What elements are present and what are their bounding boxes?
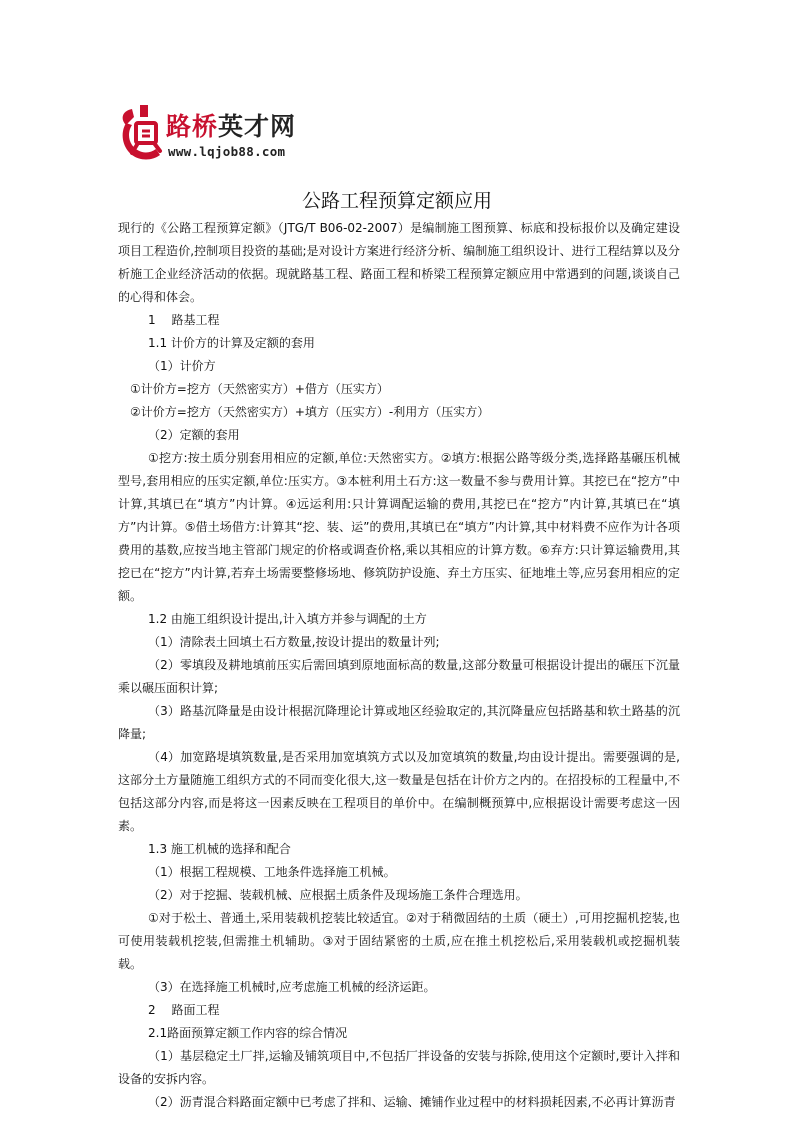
logo-url[interactable]: www.lqjob88.com	[168, 144, 286, 159]
paragraph: （3）路基沉降量是由设计根据沉降理论计算或地区经验取定的,其沉降量应包括路基和软土路基的沉降量;	[118, 704, 680, 741]
paragraph: （1）计价方	[148, 359, 216, 373]
paragraph: （4）加宽路堤填筑数量,是否采用加宽填筑方式以及加宽填筑的数量,均由设计提出。需要强调的是,这部分土方量随施工组织方式的不同而变化很大,这一数量是包括在计价方之内的。在招投标的工程量中,不包括这部分内容,而是将这一因素反映在工程项目的单价中。在编制概预算中,应根据设计需要考虑这一因素。	[118, 750, 680, 833]
paragraph: ②计价方=挖方（天然密实方）+填方（压实方）-利用方（压实方）	[130, 405, 490, 419]
paragraph: （1）基层稳定土厂拌,运输及铺筑项目中,不包括厂拌设备的安装与拆除,使用这个定额时,要计入拌和设备的安拆内容。	[118, 1049, 680, 1086]
paragraph: 2.1路面预算定额工作内容的综合情况	[148, 1026, 348, 1040]
paragraph: 1.2 由施工组织设计提出,计入填方并参与调配的土方	[148, 612, 427, 626]
lqjob-logo-mark-icon	[118, 103, 168, 163]
paragraph: （1）清除表土回填土石方数量,按设计提出的数量计列;	[148, 635, 440, 649]
paragraph: （1）根据工程规模、工地条件选择施工机械。	[148, 865, 396, 879]
paragraph: （2）沥青混合料路面定额中已考虑了拌和、运输、摊铺作业过程中的材料损耗因素,不必再计算沥青	[148, 1095, 676, 1109]
paragraph: （2）零填段及耕地填前压实后需回填到原地面标高的数量,这部分数量可根据设计提出的碾压下沉量乘以碾压面积计算;	[118, 658, 680, 695]
paragraph: 1.1 计价方的计算及定额的套用	[148, 336, 315, 350]
paragraph: （2）对于挖掘、装载机械、应根据土质条件及现场施工条件合理选用。	[148, 888, 528, 902]
paragraph: （3）在选择施工机械时,应考虑施工机械的经济运距。	[148, 980, 436, 994]
paragraph: 1.3 施工机械的选择和配合	[148, 842, 291, 856]
document-body	[118, 217, 680, 1114]
logo-brand	[166, 107, 296, 143]
logo-brand-red: 路桥	[166, 112, 219, 141]
paragraph: ①挖方:按土质分别套用相应的定额,单位:天然密实方。②填方:根据公路等级分类,选择路基碾压机械型号,套用相应的压实定额,单位:压实方。③本桩利用土石方:这一数量不参与费用计算。其挖已在“挖方”中计算,其填已在“填方”内计算。④远运利用:只计算调配运输的费用,其挖已在“挖方”内计算,其填已在“填方”内计算。⑤借土场借方:计算其“挖、装、运”的费用,其填已在“填方”内计算,其中材料费不应作为计各项费用的基数,应按当地主管部门规定的价格或调查价格,乘以其相应的计算方数。⑥弃方:只计算运输费用,其挖已在“挖方”内计算,若弃土场需要整修场地、修筑防护设施、弃土方压实、征地堆土等,应另套用相应的定额。	[118, 451, 680, 603]
logo-brand-dark: 英才网	[218, 112, 297, 141]
paragraph: （2）定额的套用	[148, 428, 240, 442]
paragraph: 2 路面工程	[148, 1003, 220, 1017]
paragraph: 1 路基工程	[148, 313, 220, 327]
paragraph: ①计价方=挖方（天然密实方）+借方（压实方）	[130, 382, 389, 396]
paragraph: 现行的《公路工程预算定额》（JTG/T B06-02-2007）是编制施工图预算、标底和投标报价以及确定建设项目工程造价,控制项目投资的基础;是对设计方案进行经济分析、编制施工组织设计、进行工程结算以及分析施工企业经济活动的依据。现就路基工程、路面工程和桥梁工程预算定额应用中常遇到的问题,谈谈自己的心得和体会。	[118, 221, 680, 304]
paragraph: ①对于松土、普通土,采用装载机挖装比较适宜。②对于稍微固结的土质（硬土）,可用挖掘机挖装,也可使用装载机挖装,但需推土机辅助。③对于固结紧密的土质,应在推土机挖松后,采用装载机或挖掘机装载。	[118, 911, 680, 971]
document-title: 公路工程预算定额应用	[301, 190, 492, 212]
site-logo[interactable]	[118, 103, 338, 165]
